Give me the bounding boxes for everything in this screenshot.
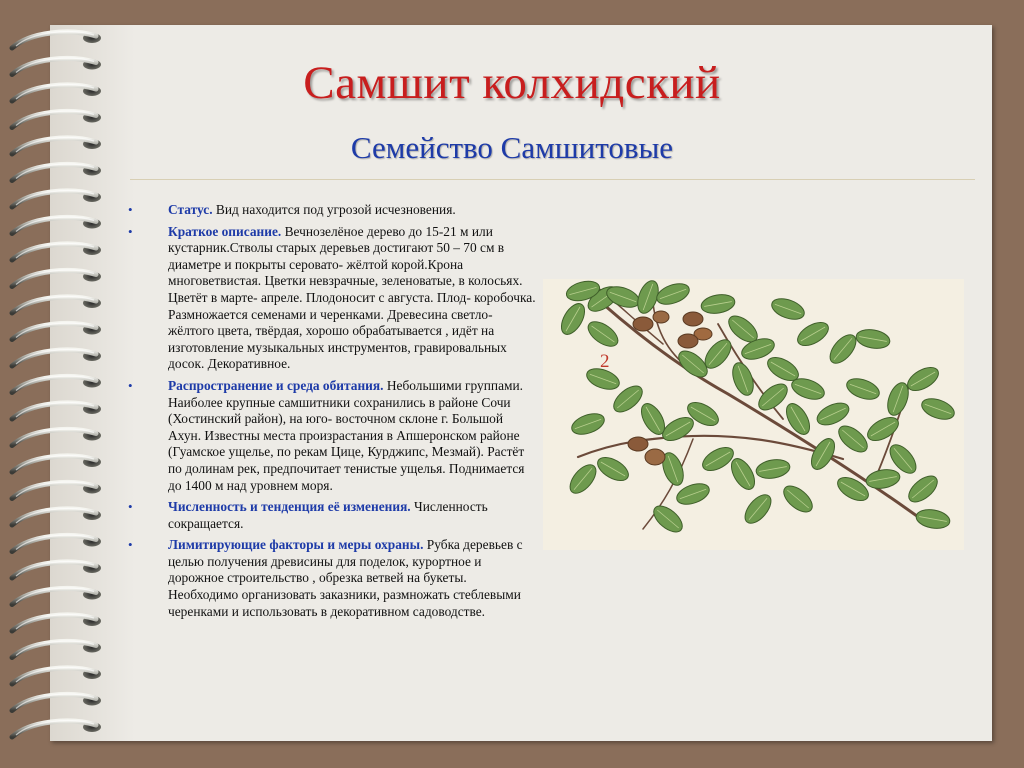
item-heading: Лимитирующие факторы и меры охраны. (168, 537, 424, 553)
list-item-protection (128, 537, 538, 620)
bullet-icon: • (128, 499, 133, 515)
spiral-binding (0, 0, 120, 768)
page-title: Самшит колхидский (303, 57, 721, 109)
plant-drawing (543, 279, 964, 550)
list-item-habitat (128, 378, 538, 494)
page-subtitle: Семейство Самшитовые (350, 130, 674, 165)
item-heading: Статус. (168, 202, 213, 217)
bullet-icon: • (128, 202, 133, 217)
list-item-status (128, 202, 538, 219)
info-list (128, 202, 538, 625)
item-text: Вид находится под угрозой исчезновения. (212, 202, 456, 217)
title-divider (130, 179, 975, 180)
item-heading: Распространение и среда обитания. (168, 377, 384, 393)
bullet-icon: • (128, 377, 133, 393)
bullet-icon: • (128, 223, 133, 239)
boxwood-illustration (543, 279, 964, 550)
illustration-label: 2 (600, 351, 610, 372)
item-text: Численность сокращается. (168, 499, 488, 531)
item-text: Вечнозелёное дерево до 15-21 м или кустарник.Стволы старых деревьев достигают 50 – 70 см в диаметре и покрыты серовато- жёлтой корой.Крона многоветвистая. Цветки невзрачные, зеленоватые, в колосьях. Цветёт в марте- апреле. Плодоносит с августа. Плод- коробочка. Размножается семенами и черенками. Древесина светло- жёлтого цвета, твёрдая, хорошо обрабатывается , идёт на изготовление музыкальных инструментов, гравировальных досок. Декоративное. (168, 223, 536, 372)
item-text: Рубка деревьев с целью получения древисины для поделок, курортное и дорожное строительство , обрезка ветвей на букеты. Необходимо организовать заказники, размножать стеблевыми черенками и использовать в декоративном садоводстве. (168, 537, 523, 619)
list-item-description (128, 224, 538, 373)
item-text: Небольшими группами. Наиболее крупные самшитники сохранились в районе Сочи (Хостинский район), на юго- восточном склоне г. Большой Ахун. Известны места произрастания в Апшеронском районе (Гуамское ущелье, по рекам Цице, Курджипс, Мезмай). Растёт по долинам рек, предпочитает тенистые ущелья. Поднимается до 1400 м над уровнем моря. (168, 377, 525, 493)
item-heading: Численность и тенденция её изменения. (168, 499, 411, 515)
bullet-icon: • (128, 537, 133, 553)
list-item-population (128, 499, 538, 532)
item-heading: Краткое описание. (168, 223, 282, 239)
